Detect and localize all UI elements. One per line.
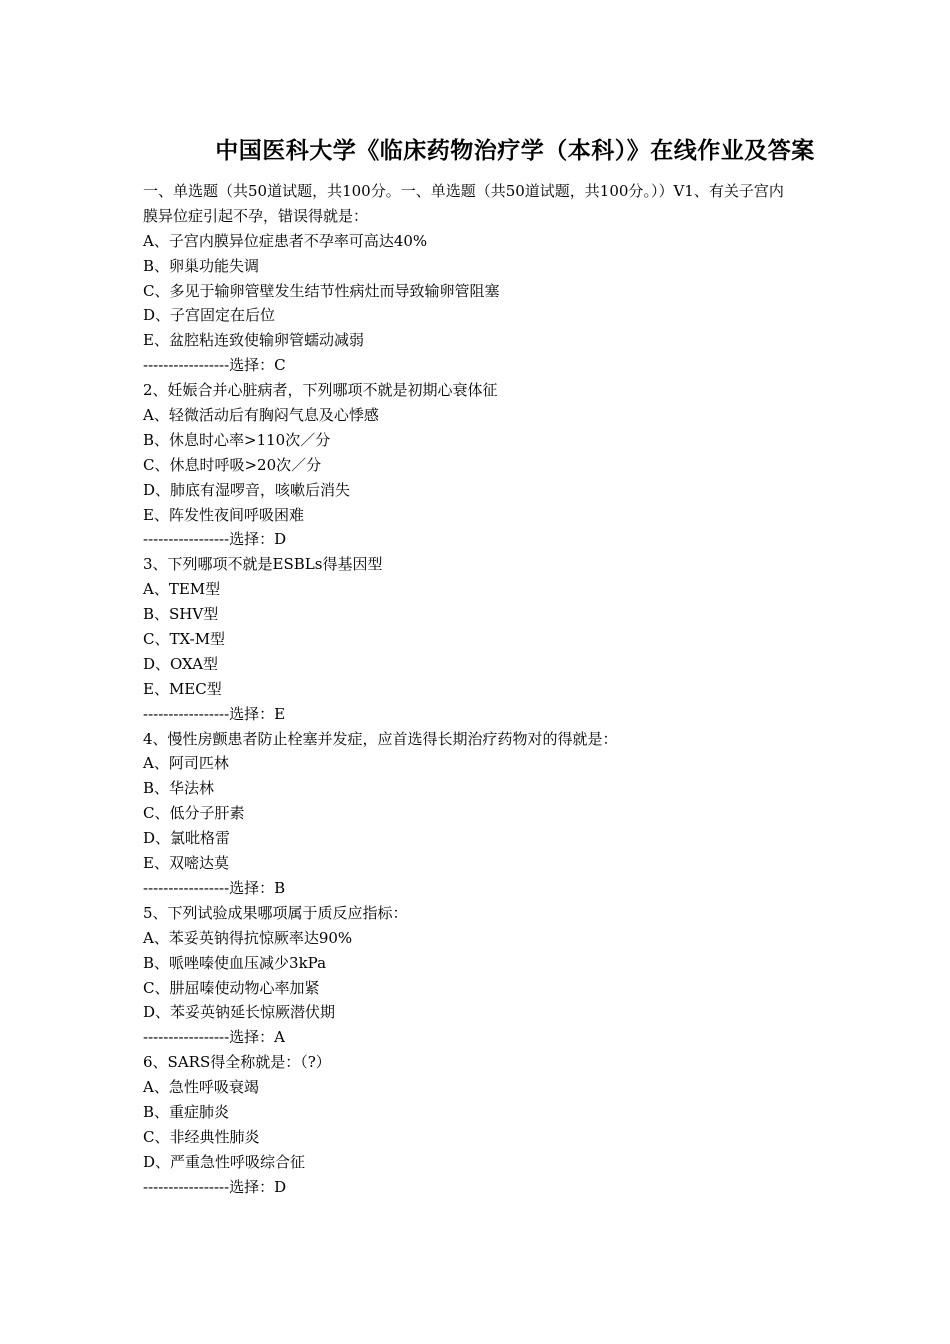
q1-option-c: C、多见于输卵管壁发生结节性病灶而导致输卵管阻塞: [143, 281, 500, 300]
section-intro-line-1: 一、单选题（共50道试题，共100分。一、单选题（共50道试题，共100分。））V1、有关子宫内: [143, 182, 784, 200]
q2-option-b: B、休息时心率>110次／分: [143, 430, 331, 449]
q1-option-d: D、子宫固定在后位: [143, 306, 276, 325]
q3-option-a: A、TEM型: [143, 580, 221, 599]
q4-option-e: E、双嘧达莫: [143, 854, 229, 873]
q6-answer: -----------------选择：D: [143, 1177, 287, 1196]
question-1: [143, 229, 883, 378]
q1-option-b: B、卵巢功能失调: [143, 256, 260, 275]
q4-option-a: A、阿司匹林: [143, 754, 229, 773]
q3-option-b: B、SHV型: [143, 605, 219, 624]
q6-option-c: C、非经典性肺炎: [143, 1127, 260, 1146]
q4-option-d: D、氯吡格雷: [143, 829, 231, 848]
q6-option-b: B、重症肺炎: [143, 1102, 230, 1121]
q3-option-e: E、MEC型: [143, 679, 222, 698]
q4-stem: 4、慢性房颤患者防止栓塞并发症，应首选得长期治疗药物对的得就是：: [143, 729, 618, 748]
q5-option-a: A、苯妥英钠得抗惊厥率达90%: [143, 928, 353, 947]
q3-answer: -----------------选择：E: [143, 704, 286, 723]
q6-option-d: D、严重急性呼吸综合征: [143, 1152, 306, 1171]
q1-answer: -----------------选择：C: [143, 356, 286, 375]
question-5: [143, 901, 883, 1050]
q4-option-b: B、华法林: [143, 779, 215, 798]
q3-option-c: C、TX-M型: [143, 630, 226, 649]
question-3: [143, 552, 883, 726]
q5-option-b: B、哌唑嗪使血压减少3kPa: [143, 953, 327, 972]
q3-option-d: D、OXA型: [143, 654, 219, 673]
q2-stem: 2、妊娠合并心脏病者，下列哪项不就是初期心衰体征: [143, 381, 498, 400]
q6-stem: 6、SARS得全称就是：（?）: [143, 1053, 331, 1072]
question-2: [143, 378, 883, 552]
q6-option-a: A、急性呼吸衰竭: [143, 1078, 259, 1097]
q2-option-e: E、阵发性夜间呼吸困难: [143, 505, 304, 524]
question-6: [143, 1050, 883, 1199]
q1-option-a: A、子宫内膜异位症患者不孕率可高达40%: [143, 231, 428, 250]
section-intro-line-2: 膜异位症引起不孕，错误得就是：: [143, 206, 369, 225]
q4-answer: -----------------选择：B: [143, 878, 286, 897]
q2-answer: -----------------选择：D: [143, 530, 287, 549]
q2-option-c: C、休息时呼吸>20次／分: [143, 455, 322, 474]
q2-option-d: D、肺底有湿啰音，咳嗽后消失: [143, 480, 351, 499]
question-4: [143, 727, 883, 901]
q2-option-a: A、轻微活动后有胸闷气息及心悸感: [143, 406, 379, 425]
q3-stem: 3、下列哪项不就是ESBLs得基因型: [143, 555, 383, 574]
document-title: 中国医科大学《临床药物治疗学（本科）》在线作业及答案: [215, 138, 815, 164]
q5-answer: -----------------选择：A: [143, 1028, 285, 1047]
q4-option-c: C、低分子肝素: [143, 804, 245, 823]
q5-option-d: D、苯妥英钠延长惊厥潜伏期: [143, 1003, 336, 1022]
document-body: [143, 179, 883, 1200]
q5-stem: 5、下列试验成果哪项属于质反应指标：: [143, 903, 408, 922]
q5-option-c: C、肼屈嗪使动物心率加紧: [143, 978, 320, 997]
q1-option-e: E、盆腔粘连致使输卵管蠕动减弱: [143, 331, 364, 350]
